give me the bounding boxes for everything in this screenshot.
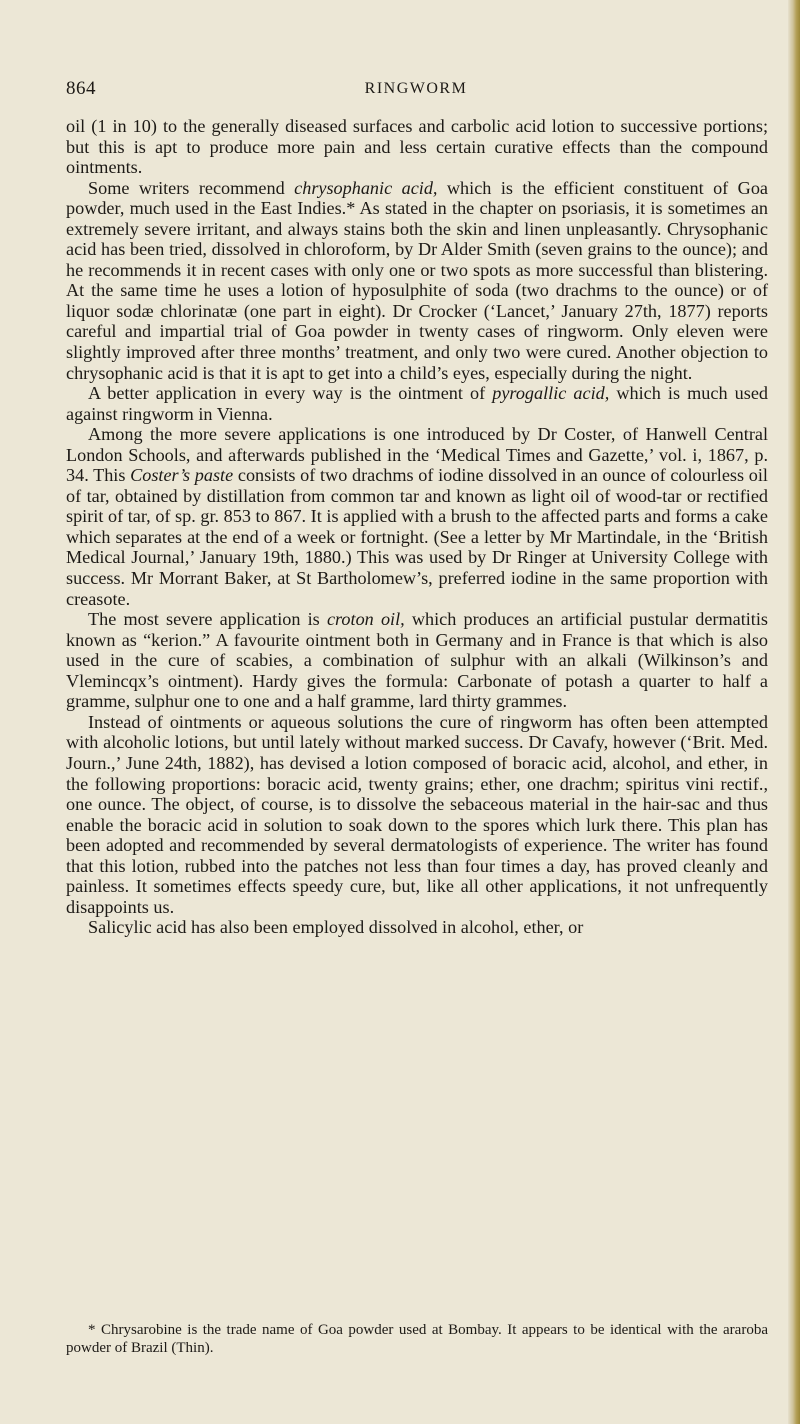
footnote [66, 1321, 768, 1357]
paragraph: The most severe application is croton oil, which produces an artificial pustular dermatitis known as “kerion.” A favourite ointment both in Germany and in France is that which is also used in the cure of scabies, a combination of sulphur with an alkali (Wilkinson’s and Vlemincqx’s ointment). Hardy gives the formula: Carbonate of potash a quarter to half a gramme, sulphur one to one and a half gramme, lard thirty grammes. [66, 609, 768, 712]
paragraph: Instead of ointments or aqueous solutions the cure of ringworm has often been attempted with alcoholic lotions, but until lately without marked success. Dr Cavafy, however (‘Brit. Med. Journ.,’ June 24th, 1882), has devised a lotion composed of boracic acid, alcohol, and ether, in the following proportions: boracic acid, twenty grains; ether, one drachm; spiritus vini rectif., one ounce. The object, of course, is to dissolve the sebaceous material in the hair-sac and thus enable the boracic acid in solution to soak down to the spores which lurk there. This plan has been adopted and recommended by several dermatologists of experience. The writer has found that this lotion, rubbed into the patches not less than four times a day, has proved cleanly and painless. It sometimes effects speedy cure, but, like all other applications, it not unfrequently disappoints us. [66, 711, 768, 917]
footnote-text: * Chrysarobine is the trade name of Goa powder used at Bombay. It appears to be identical with the araroba powder of Brazil (Thin). [66, 1322, 768, 1356]
paragraph: oil (1 in 10) to the generally diseased surfaces and carbolic acid lotion to successive portions; but this is apt to produce more pain and less certain curative effects than the compound ointments. [66, 116, 768, 178]
paragraph: Among the more severe applications is one introduced by Dr Coster, of Hanwell Central London Schools, and afterwards published in the ‘Medical Times and Gazette,’ vol. i, 1867, p. 34. This Coster’s paste consists of two drachms of iodine dissolved in an ounce of colourless oil of tar, obtained by distillation from common tar and known as light oil of wood-tar or rectified spirit of tar, of sp. gr. 853 to 867. It is applied with a brush to the affected parts and forms a cake which separates at the end of a week or fortnight. (See a letter by Mr Martindale, in the ‘British Medical Journal,’ January 19th, 1880.) This was used by Dr Ringer at University College with success. Mr Morrant Baker, at St Bartholomew’s, preferred iodine in the same proportion with creasote. [66, 424, 768, 609]
paragraph: Salicylic acid has also been employed dissolved in alcohol, ether, or [88, 917, 584, 938]
body-text [66, 116, 768, 938]
running-head: RINGWORM [364, 80, 468, 97]
page-header [66, 78, 766, 102]
page-number: 864 [66, 78, 96, 99]
paragraph: Some writers recommend chrysophanic acid, which is the efficient constituent of Goa powder, much used in the East Indies.* As stated in the chapter on psoriasis, it is sometimes an extremely severe irritant, and always stains both the skin and linen unpleasantly. Chrysophanic acid has been tried, dissolved in chloroform, by Dr Alder Smith (seven grains to the ounce); and he recommends it in recent cases with only one or two spots as more successful than blistering. At the same time he uses a lotion of hyposulphite of soda (two drachms to the ounce) or of liquor sodæ chlorinatæ (one part in eight). Dr Crocker (‘Lancet,’ January 27th, 1877) reports careful and impartial trial of Goa powder in twenty cases of ringworm. Only eleven were slightly improved after three months’ treatment, and only two were cured. Another objection to chrysophanic acid is that it is apt to get into a child’s eyes, especially during the night. [66, 177, 768, 383]
page-edge-shadow [788, 0, 800, 1424]
paragraph: A better application in every way is the ointment of pyrogallic acid, which is much used against ringworm in Vienna. [66, 383, 768, 424]
